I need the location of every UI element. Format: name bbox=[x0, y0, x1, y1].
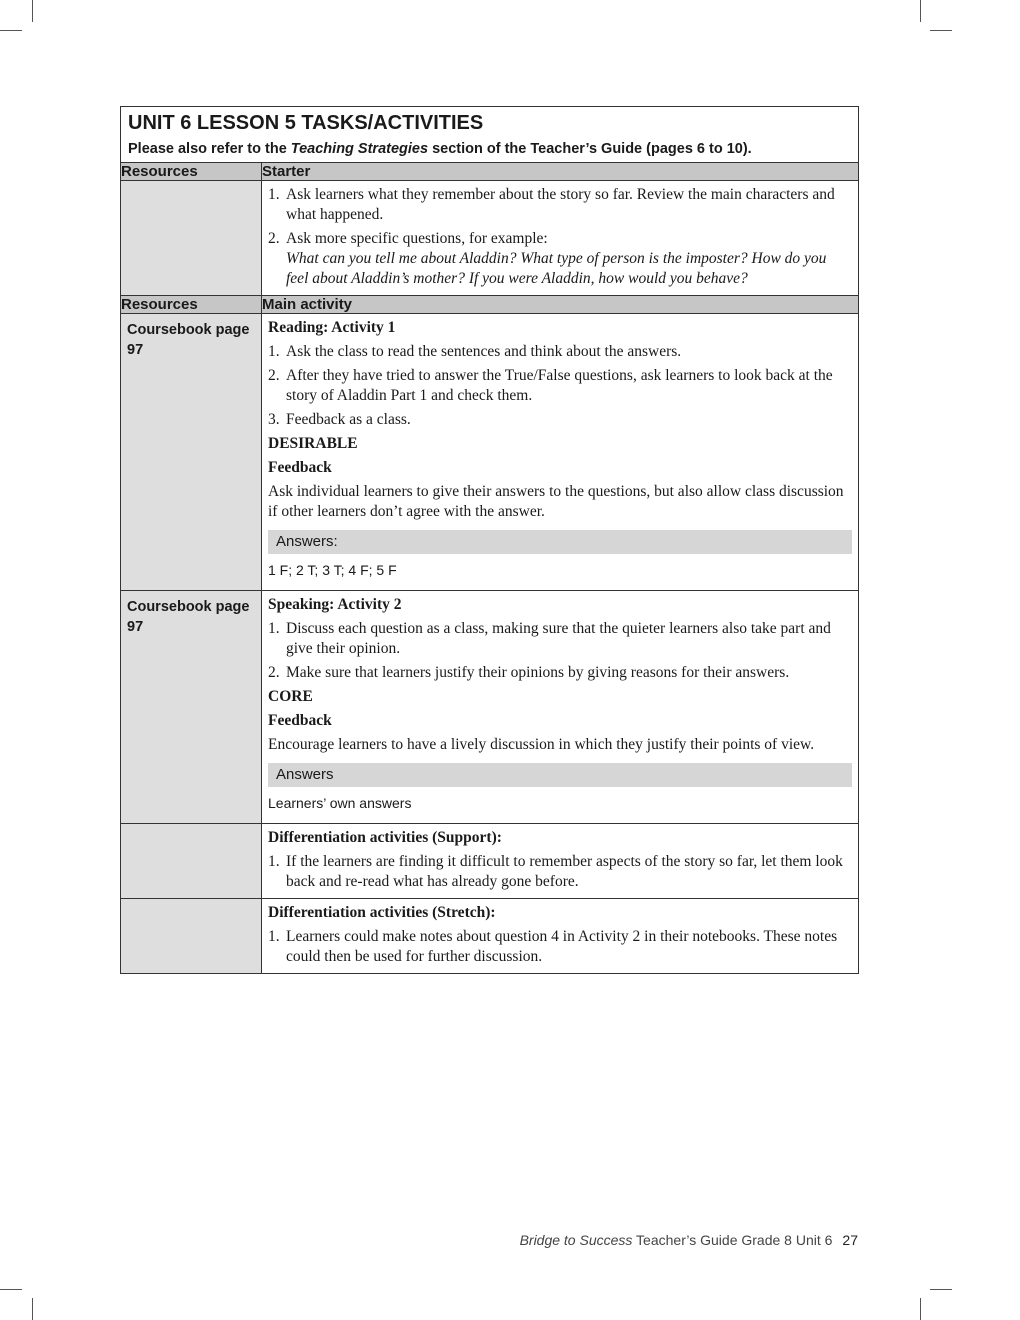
crop-mark bbox=[930, 1289, 952, 1290]
crop-mark bbox=[920, 1298, 921, 1320]
list-number: 2. bbox=[268, 367, 280, 384]
list-number: 2. bbox=[268, 664, 280, 681]
starter-body bbox=[262, 181, 859, 296]
list-item bbox=[268, 619, 852, 659]
support-body bbox=[262, 824, 859, 899]
crop-mark bbox=[0, 1289, 22, 1290]
speaking-heading: Speaking: Activity 2 bbox=[268, 596, 402, 613]
support-row bbox=[121, 824, 859, 899]
stretch-resource-cell bbox=[121, 899, 262, 974]
list-text: Discuss each question as a class, making sure that the quieter learners also take part and give their opinion. bbox=[286, 620, 831, 657]
example-questions: What can you tell me about Aladdin? What type of person is the imposter? How do you feel about Aladdin’s mother? If you were Aladdin, how would you behave? bbox=[286, 250, 827, 287]
subtitle-post: section of the Teacher’s Guide (pages 6 to 10). bbox=[428, 141, 752, 157]
subtitle-italic: Teaching Strategies bbox=[290, 141, 429, 157]
speaking-body bbox=[262, 591, 859, 824]
list-text: Ask more specific questions, for example: bbox=[286, 230, 548, 247]
title-row bbox=[121, 107, 859, 163]
list-number: 1. bbox=[268, 343, 280, 360]
crop-mark bbox=[32, 1298, 33, 1320]
page-number: 27 bbox=[842, 1232, 858, 1248]
feedback-text: Encourage learners to have a lively discussion in which they justify their points of view. bbox=[268, 736, 815, 753]
list-text: Ask the class to read the sentences and think about the answers. bbox=[286, 343, 682, 360]
list-text: Ask learners what they remember about the story so far. Review the main characters and what happened. bbox=[286, 186, 835, 223]
reading-body bbox=[262, 314, 859, 591]
starter-row bbox=[121, 181, 859, 296]
list-item bbox=[268, 410, 852, 430]
resources-header: Resources bbox=[121, 296, 262, 314]
support-resource-cell bbox=[121, 824, 262, 899]
list-item bbox=[268, 185, 852, 225]
level-label: CORE bbox=[268, 688, 313, 705]
stretch-body bbox=[262, 899, 859, 974]
list-number: 1. bbox=[268, 928, 280, 945]
support-heading: Differentiation activities (Support): bbox=[268, 829, 502, 846]
reading-heading: Reading: Activity 1 bbox=[268, 319, 396, 336]
starter-resource-cell bbox=[121, 181, 262, 296]
speaking-resource: Coursebook page 97 bbox=[121, 591, 262, 824]
footer-guide-text: Teacher’s Guide Grade 8 Unit 6 bbox=[632, 1232, 833, 1248]
list-text: If the learners are finding it difficult to remember aspects of the story so far, let them look back and re-read what has already gone before. bbox=[286, 853, 843, 890]
crop-mark bbox=[32, 0, 33, 22]
page-title: UNIT 6 LESSON 5 TASKS/ACTIVITIES bbox=[128, 112, 484, 134]
answers-band: Answers bbox=[268, 763, 852, 787]
list-text: Feedback as a class. bbox=[286, 411, 411, 428]
list-item bbox=[268, 229, 852, 249]
lesson-table bbox=[120, 106, 859, 974]
list-text: Make sure that learners justify their opinions by giving reasons for their answers. bbox=[286, 664, 790, 681]
list-item bbox=[268, 852, 852, 892]
level-label: DESIRABLE bbox=[268, 435, 358, 452]
answers-text: Learners’ own answers bbox=[268, 795, 412, 811]
speaking-row bbox=[121, 591, 859, 824]
list-number: 1. bbox=[268, 853, 280, 870]
reading-row bbox=[121, 314, 859, 591]
starter-header-row bbox=[121, 163, 859, 181]
page-subtitle bbox=[128, 141, 851, 157]
starter-header: Starter bbox=[262, 163, 859, 181]
feedback-heading: Feedback bbox=[268, 459, 332, 476]
stretch-heading: Differentiation activities (Stretch): bbox=[268, 904, 496, 921]
subtitle-pre: Please also refer to the bbox=[128, 141, 291, 157]
list-item bbox=[268, 366, 852, 406]
main-header-row bbox=[121, 296, 859, 314]
page-footer bbox=[520, 1232, 858, 1248]
title-cell bbox=[121, 107, 859, 163]
resources-header: Resources bbox=[121, 163, 262, 181]
main-activity-header: Main activity bbox=[262, 296, 859, 314]
list-number: 3. bbox=[268, 411, 280, 428]
list-item bbox=[268, 342, 852, 362]
list-item bbox=[268, 663, 852, 683]
list-item bbox=[268, 927, 852, 967]
feedback-heading: Feedback bbox=[268, 712, 332, 729]
footer-book-title: Bridge to Success bbox=[519, 1232, 633, 1248]
list-number: 1. bbox=[268, 186, 280, 203]
list-number: 2. bbox=[268, 230, 280, 247]
feedback-text: Ask individual learners to give their answers to the questions, but also allow class discussion if other learners don’t agree with the answer. bbox=[268, 483, 844, 520]
crop-mark bbox=[920, 0, 921, 22]
stretch-row bbox=[121, 899, 859, 974]
crop-mark bbox=[0, 30, 22, 31]
list-text: Learners could make notes about question 4 in Activity 2 in their notebooks. These notes could then be used for further discussion. bbox=[286, 928, 838, 965]
answers-band: Answers: bbox=[268, 530, 852, 554]
crop-mark bbox=[930, 30, 952, 31]
answers-text: 1 F; 2 T; 3 T; 4 F; 5 F bbox=[268, 562, 397, 578]
list-text: After they have tried to answer the True/False questions, ask learners to look back at the story of Aladdin Part 1 and check them. bbox=[286, 367, 833, 404]
list-number: 1. bbox=[268, 620, 280, 637]
reading-resource: Coursebook page 97 bbox=[121, 314, 262, 591]
